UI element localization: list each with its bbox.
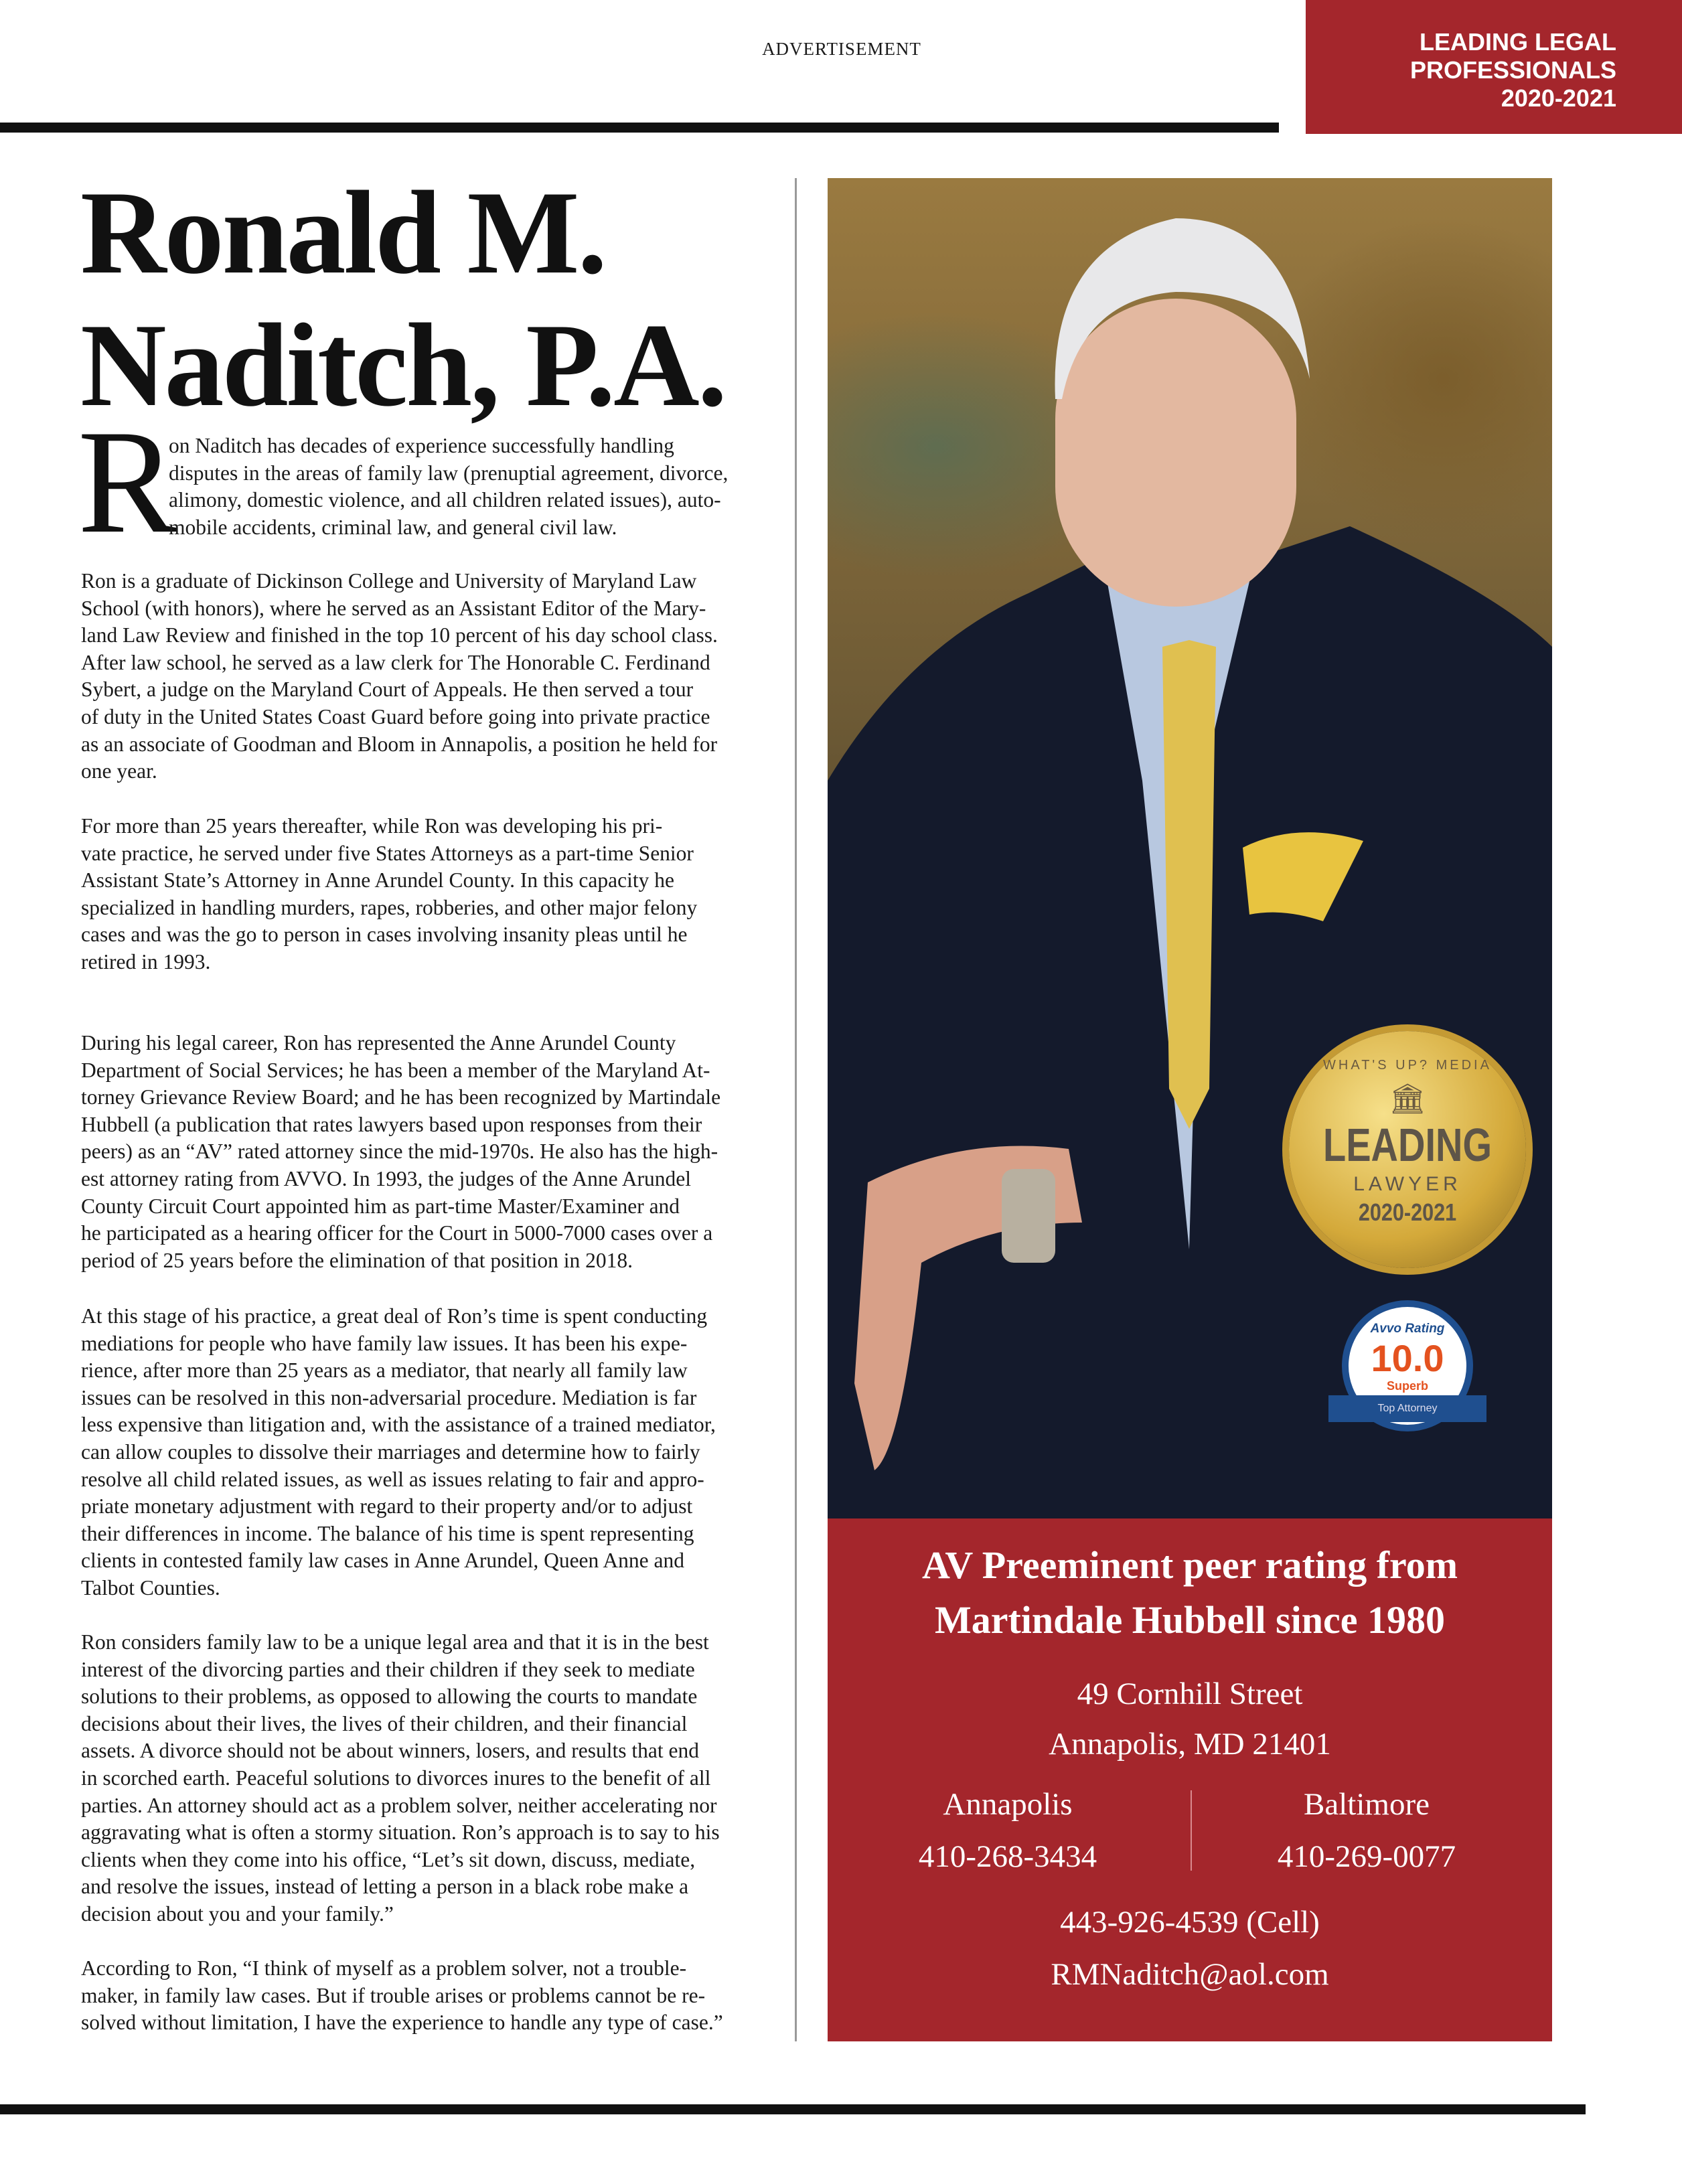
title-line: Naditch, P.A. (80, 299, 726, 431)
title-line: Ronald M. (80, 166, 605, 299)
avvo-score: 10.0 (1371, 1337, 1444, 1379)
article-line: priate monetary adjustment with regard to their property and/or to adjust (81, 1494, 693, 1518)
office-city: Baltimore (1304, 1787, 1430, 1822)
article-line: one year. (81, 759, 157, 783)
bottom-rule (0, 2104, 1586, 2114)
article-line: less expensive than litigation and, with the assistance of a trained mediator, (81, 1413, 716, 1437)
drop-cap: R (78, 400, 177, 564)
article-line: est attorney rating from AVVO. In 1993, the judges of the Anne Arundel (81, 1166, 692, 1190)
top-rule (0, 123, 1279, 133)
article-line: vate practice, he served under five States Attorneys as a part-time Senior (81, 841, 694, 865)
article-line: solved without limitation, I have the experience to handle any type of case.” (81, 2011, 723, 2035)
article-line: assets. A divorce should not be about winners, losers, and results that end (81, 1739, 699, 1763)
article-line: clients in contested family law cases in Anne Arundel, Queen Anne and (81, 1549, 685, 1573)
article-line: he participated as a hearing officer for the Court in 5000-7000 cases over a (81, 1221, 713, 1245)
article-line: After law school, he served as a law clerk for The Honorable C. Ferdinand (81, 650, 710, 674)
article-line: During his legal career, Ron has represented the Anne Arundel County (81, 1031, 676, 1055)
cell-phone[interactable]: 443-926-4539 (Cell) (1060, 1905, 1320, 1940)
article-line: specialized in handling murders, rapes, robberies, and other major felony (81, 895, 698, 919)
article-line: parties. An attorney should act as a problem solver, neither accelerating nor (81, 1793, 717, 1817)
article-line: School (with honors), where he served as an Assistant Editor of the Mary- (81, 596, 706, 620)
article-line: retired in 1993. (81, 949, 211, 973)
contact-panel (828, 1518, 1552, 2041)
article-line: Sybert, a judge on the Maryland Court of Appeals. He then served a tour (81, 678, 694, 702)
article-paragraph (81, 813, 757, 976)
article-line: period of 25 years before the elimination of that position in 2018. (81, 1248, 633, 1272)
article-line: their differences in income. The balance of his time is spent representing (81, 1521, 694, 1545)
article-line: and resolve the issues, instead of letting a person in a black robe make a (81, 1875, 689, 1899)
rating-line: AV Preeminent peer rating from (921, 1543, 1458, 1587)
article-line: can allow couples to dissolve their marriages and determine how to fairly (81, 1439, 700, 1464)
article-line: decisions about their lives, the lives of their children, and their financial (81, 1711, 688, 1735)
article-paragraph (81, 1955, 757, 2037)
avvo-label: Avvo Rating (1370, 1322, 1445, 1336)
leading-lawyer-badge (1289, 1031, 1526, 1268)
office-phone[interactable]: 410-269-0077 (1277, 1839, 1456, 1874)
article-line: rience, after more than 25 years as a mediator, that nearly all family law (81, 1358, 688, 1383)
article-line: Talbot Counties. (81, 1575, 220, 1600)
article-line: County Circuit Court appointed him as part-time Master/Examiner and (81, 1194, 680, 1218)
article-line: mediations for people who have family law issues. It has been his expe- (81, 1331, 688, 1355)
article-line: decision about you and your family.” (81, 1901, 394, 1926)
article-line: mobile accidents, criminal law, and general civil law. (169, 515, 617, 539)
article-line: Department of Social Services; he has been a member of the Maryland At- (81, 1058, 710, 1082)
badge-sub: LAWYER (1353, 1173, 1462, 1195)
column-divider (795, 178, 797, 2041)
article-paragraph (81, 1629, 757, 1928)
avvo-rating-badge (1342, 1300, 1473, 1431)
rating-line: Martindale Hubbell since 1980 (934, 1598, 1446, 1642)
article-paragraph (81, 1303, 757, 1602)
avvo-grade: Superb (1386, 1379, 1428, 1393)
article-line: issues can be resolved in this non-adversarial procedure. Mediation is far (81, 1385, 697, 1409)
page-title (80, 166, 725, 431)
article-line: aggravating what is often a stormy situation. Ron’s approach is to say to his (81, 1820, 720, 1845)
article-line: solutions to their problems, as opposed to allowing the courts to mandate (81, 1685, 698, 1709)
article-line: Ron considers family law to be a unique legal area and that it is in the best (81, 1630, 709, 1654)
article-line: in scorched earth. Peaceful solutions to divorces inures to the benefit of all (81, 1766, 711, 1790)
section-line: LEADING LEGAL (1420, 28, 1616, 56)
section-line: PROFESSIONALS (1409, 56, 1616, 84)
article-line: According to Ron, “I think of myself as a problem solver, not a trouble- (81, 1956, 687, 1980)
article-line: Hubbell (a publication that rates lawyers based upon responses from their (81, 1112, 702, 1136)
article-line: clients when they come into his office, “Let’s sit down, discuss, mediate, (81, 1847, 696, 1871)
badge-years: 2020-2021 (1358, 1198, 1457, 1226)
article-line: Ron is a graduate of Dickinson College and University of Maryland Law (81, 569, 697, 593)
address-line: Annapolis, MD 21401 (1049, 1727, 1331, 1762)
article-line: Assistant State’s Attorney in Anne Arundel County. In this capacity he (81, 868, 674, 892)
address-line: 49 Cornhill Street (1077, 1676, 1303, 1711)
avvo-ribbon: Top Attorney (1328, 1395, 1486, 1422)
email-link[interactable]: RMNaditch@aol.com (1051, 1957, 1329, 1992)
office-city: Annapolis (943, 1787, 1073, 1822)
article-paragraph (169, 433, 758, 541)
article-line: cases and was the go to person in cases involving insanity pleas until he (81, 923, 688, 947)
article-line: peers) as an “AV” rated attorney since the mid-1970s. He also has the high- (81, 1140, 718, 1164)
courthouse-icon: 🏛 (1389, 1083, 1426, 1115)
article-line: disputes in the areas of family law (prenuptial agreement, divorce, (169, 461, 729, 485)
article-paragraph (81, 1030, 757, 1274)
article-line: alimony, domestic violence, and all children related issues), auto- (169, 488, 721, 512)
article-line: For more than 25 years thereafter, while Ron was developing his pri- (81, 814, 663, 838)
badge-publisher: WHAT'S UP? MEDIA (1323, 1058, 1492, 1073)
article-line: of duty in the United States Coast Guard before going into private practice (81, 704, 710, 728)
article-line: interest of the divorcing parties and their children if they seek to mediate (81, 1657, 695, 1681)
article-line: torney Grievance Review Board; and he has been recognized by Martindale (81, 1085, 721, 1109)
badge-main: LEADING (1323, 1119, 1492, 1171)
article-paragraph (81, 568, 757, 785)
section-line: 2020-2021 (1501, 84, 1616, 112)
section-banner (1306, 0, 1682, 134)
article-line: land Law Review and finished in the top 10 percent of his day school class. (81, 623, 718, 647)
advertisement-label: ADVERTISEMENT (762, 39, 921, 59)
portrait-photo (828, 178, 1552, 1518)
article-line: At this stage of his practice, a great deal of Ron’s time is spent conducting (81, 1304, 708, 1328)
article-line: as an associate of Goodman and Bloom in Annapolis, a position he held for (81, 732, 718, 756)
office-phone[interactable]: 410-268-3434 (918, 1839, 1097, 1874)
article-line: on Naditch has decades of experience successfully handling (169, 434, 674, 457)
article-line: resolve all child related issues, as well as issues relating to fair and appro- (81, 1467, 704, 1491)
article-line: maker, in family law cases. But if trouble arises or problems cannot be re- (81, 1983, 706, 2007)
